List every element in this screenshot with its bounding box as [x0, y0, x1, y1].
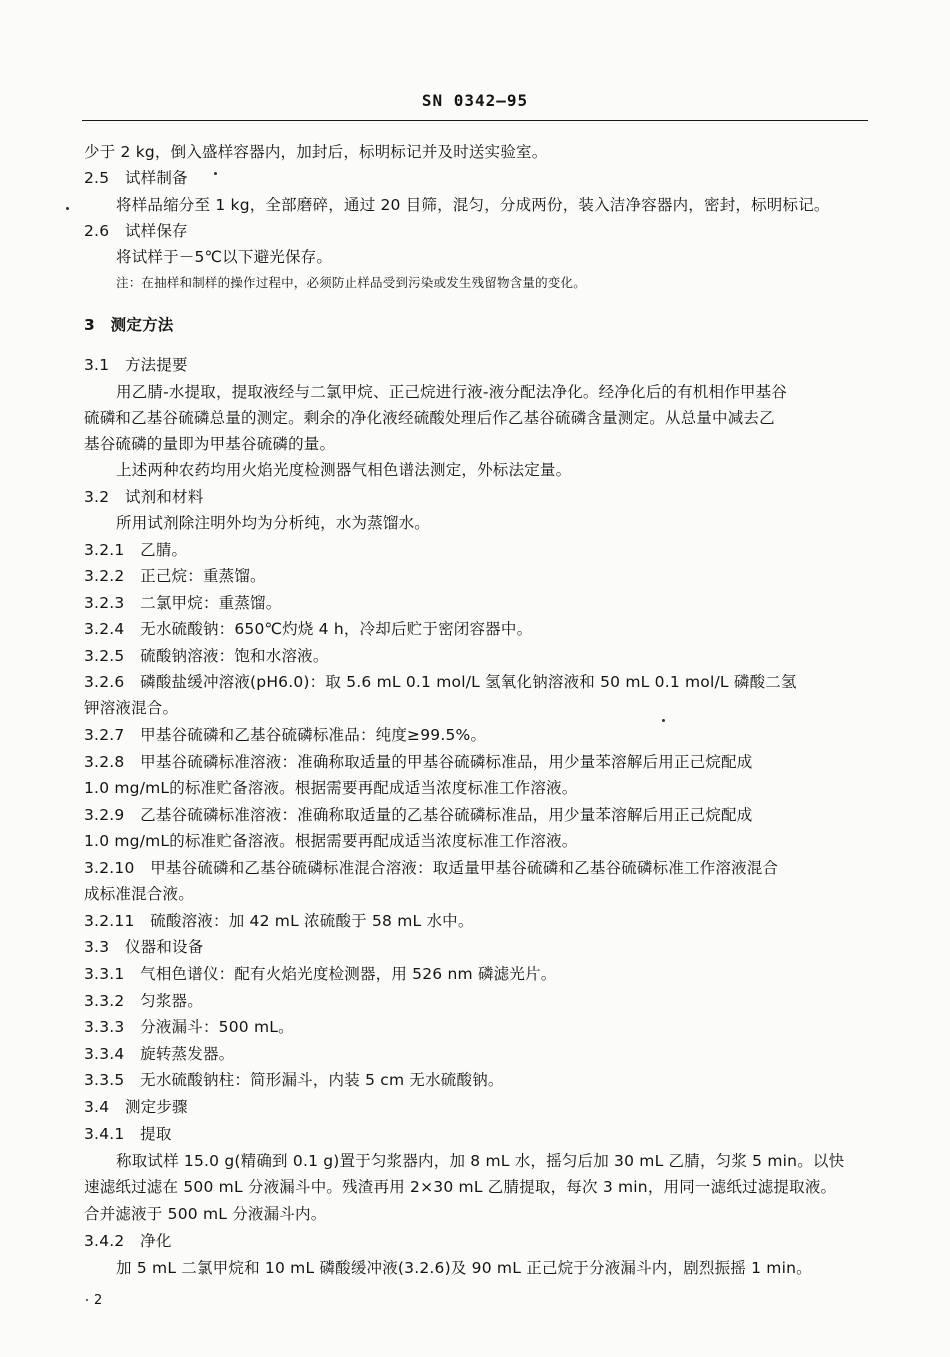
scan-speck: [214, 172, 217, 175]
text-line: 所用试剂除注明外均为分析纯，水为蒸馏水。: [116, 514, 431, 532]
clause-3-4-1: 3.4.1 提取: [84, 1125, 172, 1143]
text-line: 用乙腈-水提取，提取液经与二氯甲烷、正己烷进行液-液分配法净化。经净化后的有机相作甲基谷: [116, 383, 787, 401]
clause-3-2-11: 3.2.11 硫酸溶液：加 42 mL 浓硫酸于 58 mL 水中。: [84, 912, 474, 930]
clause-3-2-3: 3.2.3 二氯甲烷：重蒸馏。: [84, 594, 282, 612]
text-line: 将试样于－5℃以下避光保存。: [116, 248, 333, 266]
page-number: 2: [94, 1293, 103, 1308]
text-line: 钾溶液混合。: [84, 699, 179, 717]
section-heading-3: 3 测定方法: [84, 316, 174, 334]
text-line: 称取试样 15.0 g(精确到 0.1 g)置于匀浆器内，加 8 mL 水，摇匀后加 30 mL 乙腈，匀浆 5 min。以快: [116, 1152, 845, 1170]
scan-speck: [66, 207, 69, 210]
clause-3-2-8: 3.2.8 甲基谷硫磷标准溶液：准确称取适量的甲基谷硫磷标准品，用少量苯溶解后用正己烷配成: [84, 753, 753, 771]
text-line: 合并滤液于 500 mL 分液漏斗内。: [84, 1205, 327, 1223]
text-line: 加 5 mL 二氯甲烷和 10 mL 磷酸缓冲液(3.2.6)及 90 mL 正己烷于分液漏斗内，剧烈振摇 1 min。: [116, 1259, 812, 1277]
text-line: 硫磷和乙基谷硫磷总量的测定。剩余的净化液经硫酸处理后作乙基谷硫磷含量测定。从总量中减去乙: [84, 409, 775, 427]
section-heading-3-2: 3.2 试剂和材料: [84, 488, 204, 506]
text-line: 1.0 mg/mL的标准贮备溶液。根据需要再配成适当浓度标准工作溶液。: [84, 832, 578, 850]
clause-3-3-4: 3.3.4 旋转蒸发器。: [84, 1045, 235, 1063]
clause-3-2-7: 3.2.7 甲基谷硫磷和乙基谷硫磷标准品：纯度≥99.5%。: [84, 726, 487, 744]
section-heading-2-5: 2.5 试样制备: [84, 169, 188, 187]
text-line: 上述两种农药均用火焰光度检测器气相色谱法测定，外标法定量。: [116, 461, 572, 479]
text-line: 成标准混合液。: [84, 885, 194, 903]
clause-3-2-5: 3.2.5 硫酸钠溶液：饱和水溶液。: [84, 647, 329, 665]
clause-3-3-3: 3.3.3 分液漏斗：500 mL。: [84, 1018, 294, 1036]
clause-3-2-10: 3.2.10 甲基谷硫磷和乙基谷硫磷标准混合溶液：取适量甲基谷硫磷和乙基谷硫磷标准工作溶液混合: [84, 859, 779, 877]
standard-code-header: SN 0342—95: [421, 91, 529, 110]
clause-3-2-6: 3.2.6 磷酸盐缓冲溶液(pH6.0)：取 5.6 mL 0.1 mol/L 氢氧化钠溶液和 50 mL 0.1 mol/L 磷酸二氢: [84, 673, 797, 691]
section-heading-3-4: 3.4 测定步骤: [84, 1098, 188, 1116]
clause-3-2-4: 3.2.4 无水硫酸钠：650℃灼烧 4 h，冷却后贮于密闭容器中。: [84, 620, 533, 638]
section-heading-3-3: 3.3 仪器和设备: [84, 938, 204, 956]
note-line: 注：在抽样和制样的操作过程中，必须防止样品受到污染或发生残留物含量的变化。: [116, 275, 586, 290]
text-line: 速滤纸过滤在 500 mL 分液漏斗中。残渣再用 2×30 mL 乙腈提取，每次 3 min，用同一滤纸过滤提取液。: [84, 1178, 837, 1196]
scan-speck: [86, 1299, 88, 1301]
clause-3-2-1: 3.2.1 乙腈。: [84, 541, 188, 559]
clause-3-3-2: 3.3.2 匀浆器。: [84, 992, 203, 1010]
text-line: 基谷硫磷的量即为甲基谷硫磷的量。: [84, 435, 336, 453]
clause-3-2-2: 3.2.2 正己烷：重蒸馏。: [84, 567, 266, 585]
text-line: 少于 2 kg，倒入盛样容器内，加封后，标明标记并及时送实验室。: [84, 143, 548, 161]
text-line: 1.0 mg/mL的标准贮备溶液。根据需要再配成适当浓度标准工作溶液。: [84, 779, 578, 797]
scan-speck: [662, 719, 665, 722]
clause-3-2-9: 3.2.9 乙基谷硫磷标准溶液：准确称取适量的乙基谷硫磷标准品，用少量苯溶解后用正己烷配成: [84, 806, 753, 824]
section-heading-2-6: 2.6 试样保存: [84, 222, 188, 240]
clause-3-3-5: 3.3.5 无水硫酸钠柱：简形漏斗，内装 5 cm 无水硫酸钠。: [84, 1071, 504, 1089]
clause-3-4-2: 3.4.2 净化: [84, 1232, 172, 1250]
section-heading-3-1: 3.1 方法提要: [84, 356, 188, 374]
text-line: 将样品缩分至 1 kg，全部磨碎，通过 20 目筛，混匀，分成两份，装入洁净容器内，密封，标明标记。: [116, 196, 830, 214]
header-rule: [82, 120, 868, 121]
clause-3-3-1: 3.3.1 气相色谱仪：配有火焰光度检测器，用 526 nm 磷滤光片。: [84, 965, 557, 983]
